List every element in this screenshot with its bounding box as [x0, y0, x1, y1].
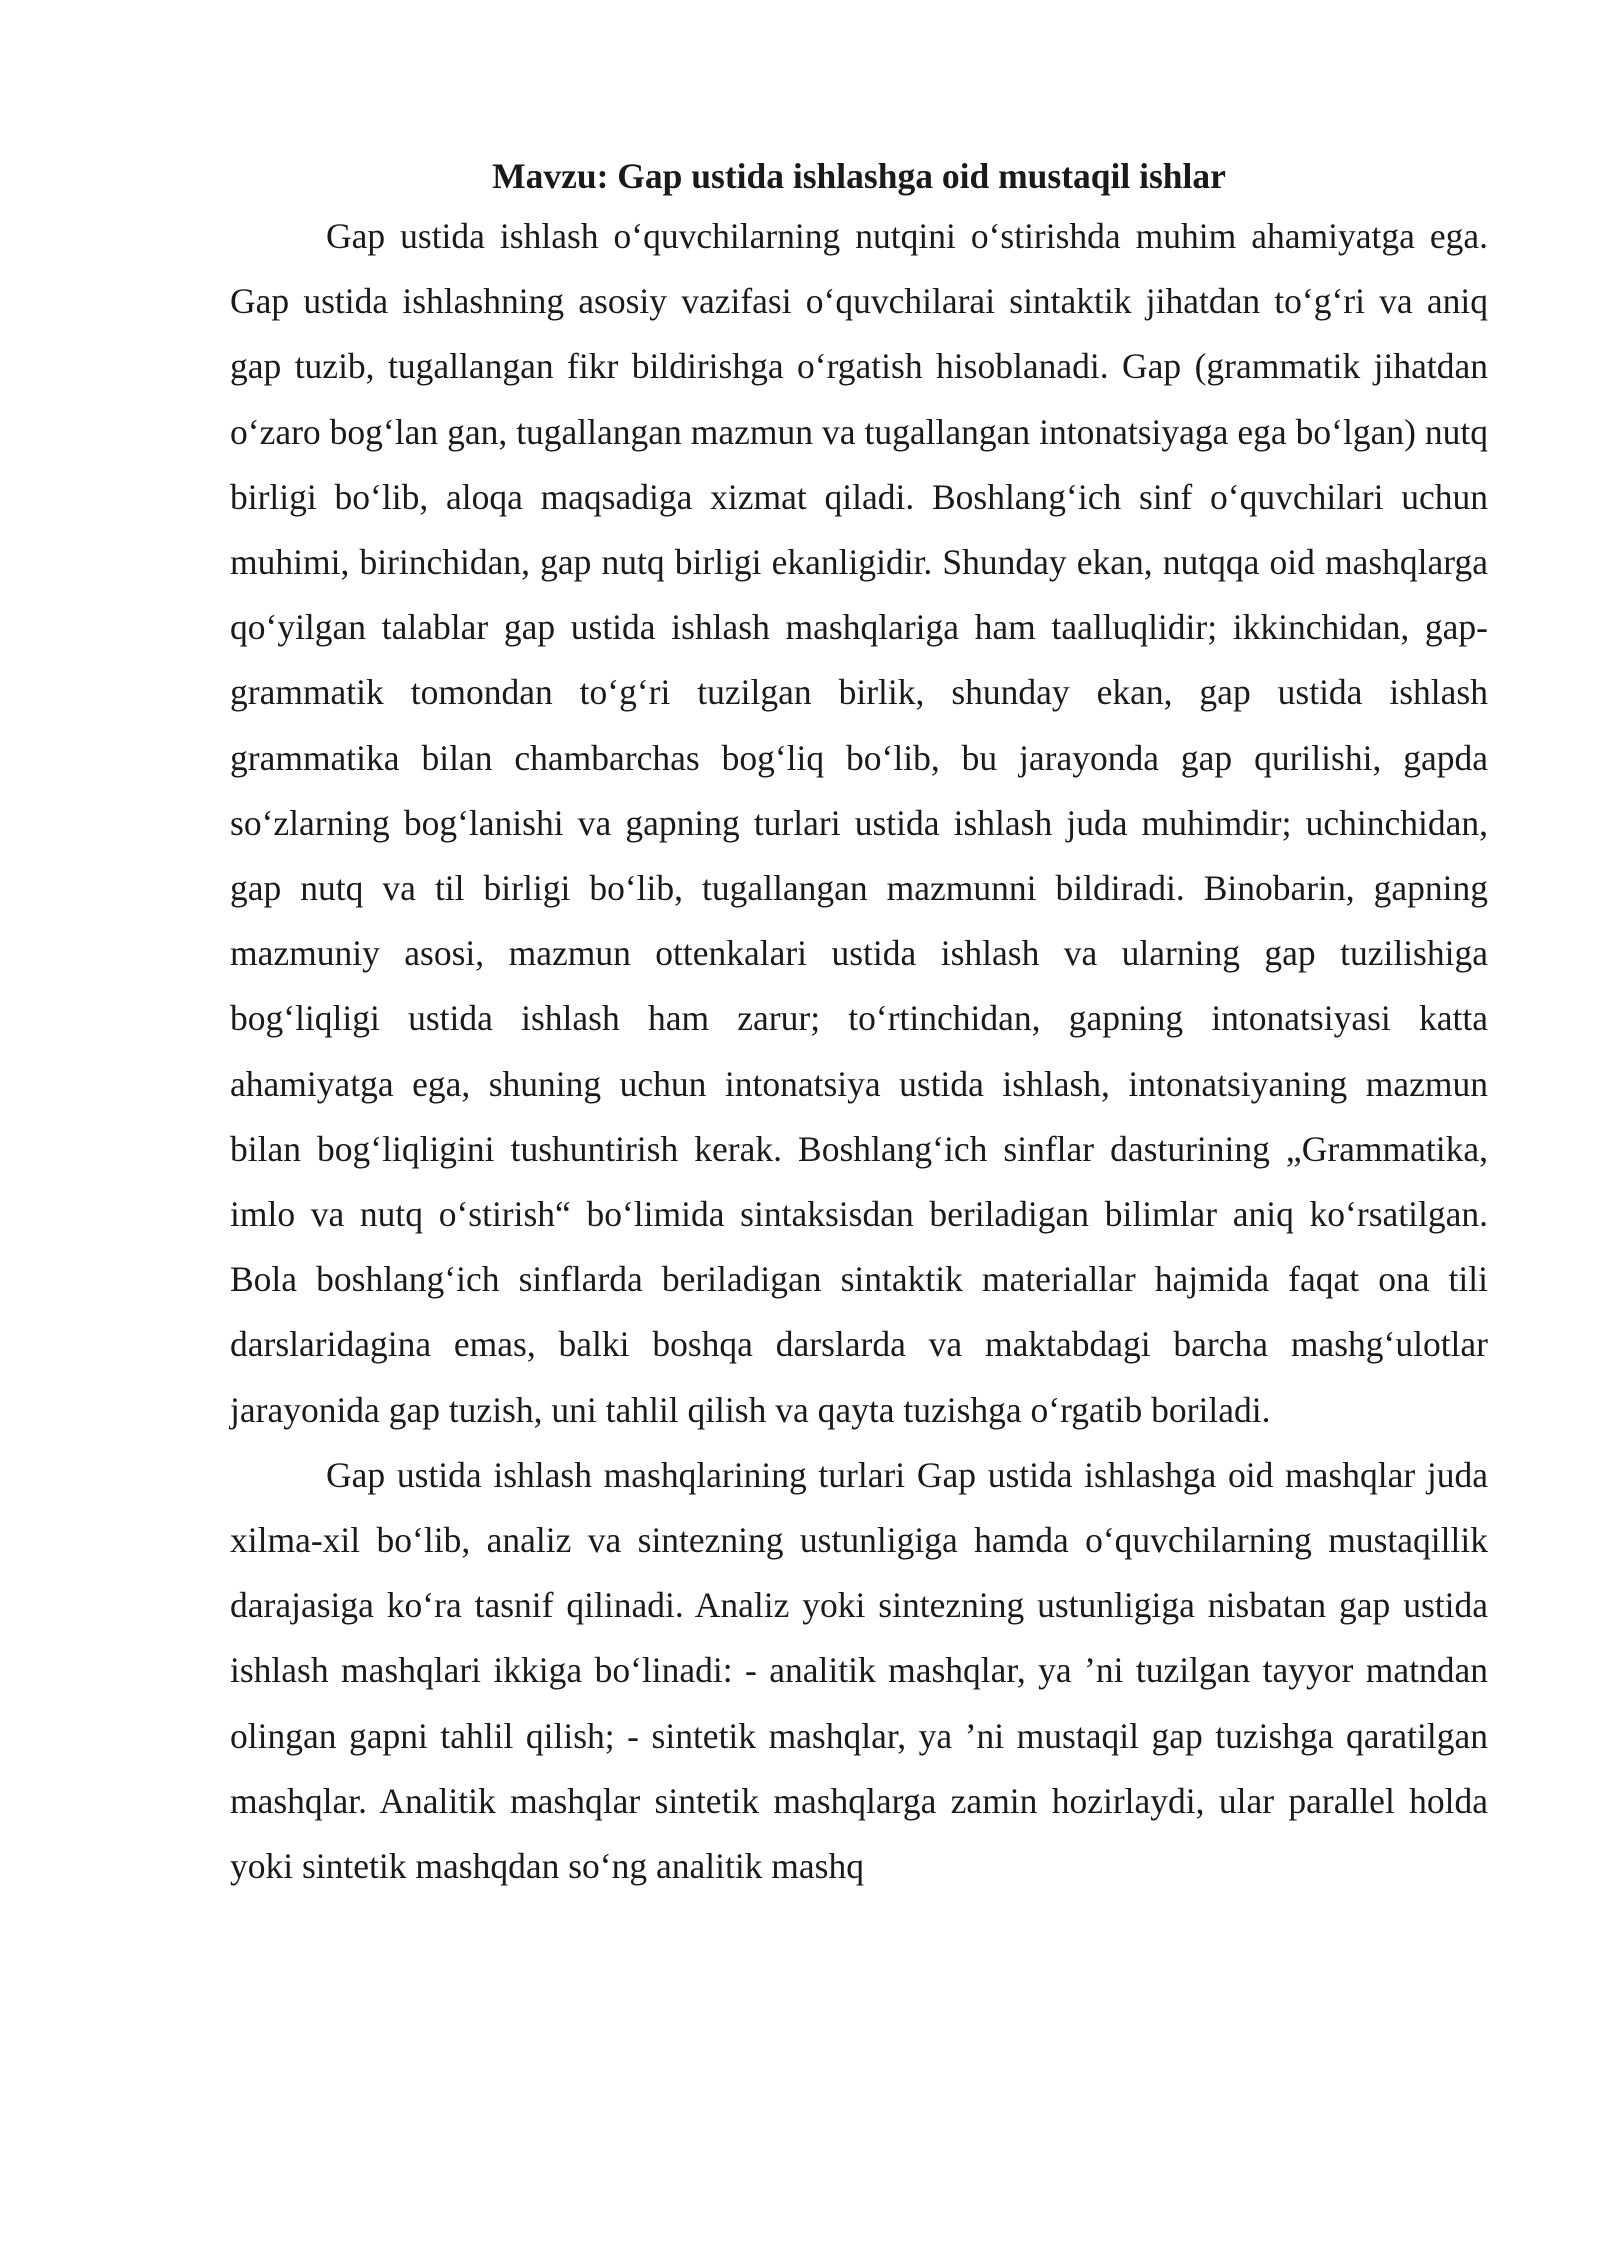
- document-title: Mavzu: Gap ustida ishlashga oid mustaqil ishlar: [492, 156, 1226, 196]
- paragraph-2: Gap ustida ishlash mashqlarining turlari Gap ustida ishlashga oid mashqlar juda xilma-xil bo‘lib, analiz va sintezning ustunligiga hamda o‘quvchilarning mustaqillik darajasiga ko‘ra tasnif qilinadi. Analiz yoki sintezning ustunligiga nisbatan gap ustida ishlash mashqlari ikkiga bo‘linadi: - analitik mashqlar, ya ’ni tuzilgan tayyor matndan olingan gapni tahlil qilish; - sintetik mashqlar, ya ’ni mustaqil gap tuzishga qaratilgan mashqlar. Analitik mashqlar sintetik mashqlarga zamin hozirlaydi, ular parallel holda yoki sintetik mashqdan so‘ng analitik mashq: [230, 1454, 1488, 1887]
- document-body: [230, 148, 1488, 1899]
- paragraph-1: Gap ustida ishlash o‘quvchilarning nutqini o‘stirishda muhim ahamiyatga ega. Gap ustida ishlashning asosiy vazifasi o‘quvchilarai sintaktik jihatdan to‘g‘ri va aniq gap tuzib, tugallangan fikr bildirishga o‘rgatish hisoblanadi. Gap (grammatik jihatdan o‘zaro bog‘lan gan, tugallangan mazmun va tugallangan intonatsiyaga ega bo‘lgan) nutq birligi bo‘lib, aloqa maqsadiga xizmat qiladi. Boshlang‘ich sinf o‘quvchilari uchun muhimi, birinchidan, gap nutq birligi ekanligidir. Shunday ekan, nutqqa oid mashqlarga qo‘yilgan talablar gap ustida ishlash mashqlariga ham taalluqlidir; ikkinchidan, gap-grammatik tomondan to‘g‘ri tuzilgan birlik, shunday ekan, gap ustida ishlash grammatika bilan chambarchas bog‘liq bo‘lib, bu jarayonda gap qurilishi, gapda so‘zlarning bog‘lanishi va gapning turlari ustida ishlash juda muhimdir; uchinchidan, gap nutq va til birligi bo‘lib, tugallangan mazmunni bildiradi. Binobarin, gapning mazmuniy asosi, mazmun ottenkalari ustida ishlash va ularning gap tuzilishiga bog‘liqligi ustida ishlash ham zarur; to‘rtinchidan, gapning intonatsiyasi katta ahamiyatga ega, shuning uchun intonatsiya ustida ishlash, intonatsiyaning mazmun bilan bog‘liqligini tushuntirish kerak. Boshlang‘ich sinflar dasturining „Grammatika, imlo va nutq o‘stirish“ bo‘limida sintaksisdan beriladigan bilimlar aniq ko‘rsatilgan. Bola boshlang‘ich sinflarda beriladigan sintaktik materiallar hajmida faqat ona tili darslaridagina emas, balki boshqa darslarda va maktabdagi barcha mashg‘ulotlar jarayonida gap tuzish, uni tahlil qilish va qayta tuzishga o‘rgatib boriladi.: [230, 216, 1488, 1430]
